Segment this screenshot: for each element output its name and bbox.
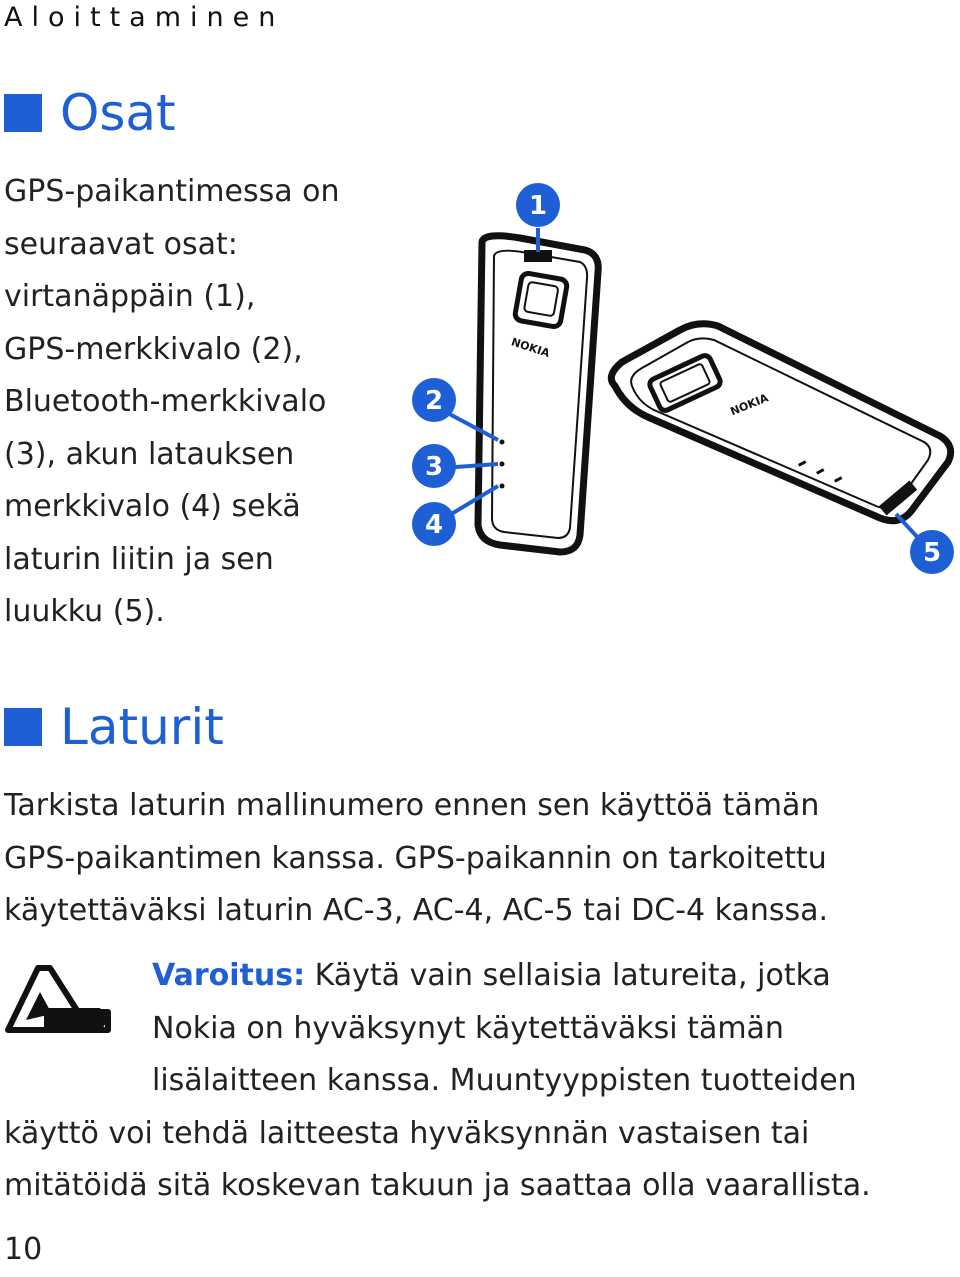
parts-description (4, 166, 384, 639)
text-line: (3), akun latauksen (4, 436, 295, 472)
device-back-view (442, 228, 598, 552)
text-line: laturin liitin ja sen (4, 541, 274, 577)
text-line: merkkivalo (4) sekä (4, 489, 301, 524)
svg-text:3: 3 (424, 452, 444, 482)
callout-4 (412, 502, 456, 546)
section-heading-laturit (4, 698, 224, 756)
text-line: Tarkista laturin mallinumero ennen sen käyttöä tämän (4, 788, 820, 823)
warning-continuation (4, 1108, 954, 1213)
warning-block (152, 950, 952, 1108)
section-title: Laturit (60, 698, 224, 756)
text-line: GPS-paikantimessa on (4, 174, 340, 209)
text-line: Nokia on hyväksynyt käytettäväksi tämän (152, 1010, 784, 1046)
svg-text:5: 5 (922, 538, 942, 568)
brand-logo: NOKIA (728, 391, 771, 419)
text-line: virtanäppäin (1), (4, 279, 256, 314)
callout-5 (910, 530, 954, 574)
callout-1 (516, 183, 560, 227)
text-line: seuraavat osat: (4, 226, 238, 262)
text-line: GPS-merkkivalo (2), (4, 331, 303, 367)
brand-logo: NOKIA (509, 335, 552, 361)
text-line: luukku (5). (4, 594, 165, 629)
warning-hand-icon (4, 962, 112, 1036)
warning-first-line (152, 950, 952, 1003)
svg-text:4: 4 (424, 510, 444, 540)
square-bullet-icon (4, 708, 42, 746)
svg-text:1: 1 (528, 191, 548, 221)
warning-label: Varoitus: (152, 958, 306, 993)
text-line: mitätöidä sitä koskevan takuun ja saattaa olla vaarallista. (4, 1168, 871, 1203)
square-bullet-icon (4, 94, 42, 132)
section-title: Osat (60, 84, 176, 142)
svg-text:2: 2 (424, 386, 444, 416)
section-heading-osat (4, 84, 176, 142)
callout-2 (412, 378, 456, 422)
gps-device-illustration (400, 180, 960, 580)
page-number: 10 (4, 1232, 43, 1267)
callout-3 (412, 444, 456, 488)
warning-text: Käytä vain sellaisia latureita, jotka (305, 958, 831, 993)
device-front-view (611, 324, 950, 540)
charger-paragraph (4, 780, 954, 938)
text-line: lisälaitteen kanssa. Muuntyyppisten tuotteiden (152, 1063, 857, 1098)
text-line: käyttö voi tehdä laitteesta hyväksynnän vastaisen tai (4, 1115, 810, 1151)
text-line: Bluetooth-merkkivalo (4, 384, 327, 419)
text-line: GPS-paikantimen kanssa. GPS-paikannin on tarkoitettu (4, 840, 827, 876)
running-header: Aloittaminen (4, 2, 285, 33)
text-line: käytettäväksi laturin AC-3, AC-4, AC-5 tai DC-4 kanssa. (4, 893, 829, 928)
